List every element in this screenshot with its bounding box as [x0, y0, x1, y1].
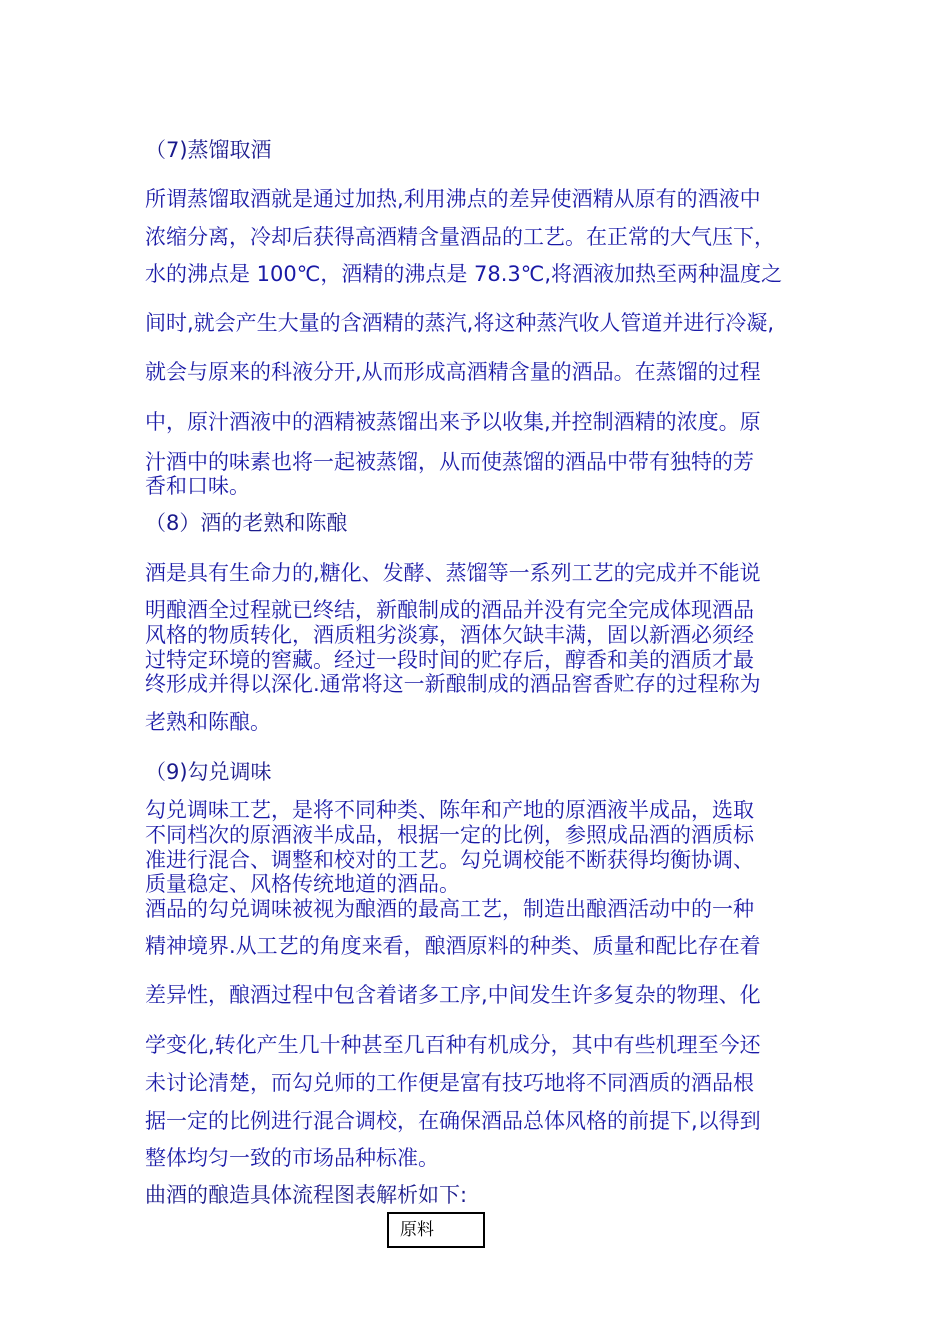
section-8-heading: （8）酒的老熟和陈酿 — [145, 511, 348, 535]
flow-intro: 曲酒的酿造具体流程图表解析如下: — [145, 1183, 468, 1207]
section-7-line: 香和口味。 — [145, 474, 250, 498]
section-9-line: 准进行混合、调整和校对的工艺。勾兑调校能不断获得均衡协调、 — [145, 848, 754, 872]
section-9-line: 未讨论清楚，而勾兑师的工作便是富有技巧地将不同酒质的酒品根 — [145, 1071, 754, 1095]
section-9-line: 酒品的勾兑调味被视为酿酒的最高工艺，制造出酿酒活动中的一种 — [145, 897, 754, 921]
section-9-line: 学变化,转化产生几十种甚至几百种有机成分，其中有些机理至今还 — [145, 1033, 761, 1057]
section-7-line: 水的沸点是 100℃，酒精的沸点是 78.3℃,将酒液加热至两种温度之 — [145, 262, 783, 286]
section-8-line: 明酿酒全过程就已终结，新酿制成的酒品并没有完全完成体现酒品 — [145, 598, 754, 622]
section-9-line: 据一定的比例进行混合调校，在确保酒品总体风格的前提下,以得到 — [145, 1109, 761, 1133]
section-7-line: 就会与原来的科液分开,从而形成高酒精含量的酒品。在蒸馏的过程 — [145, 360, 761, 384]
section-7-line: 中，原汁酒液中的酒精被蒸馏出来予以收集,并控制酒精的浓度。原 — [145, 410, 761, 434]
section-9-heading: （9)勾兑调味 — [145, 760, 272, 784]
section-7-heading: （7)蒸馏取酒 — [145, 138, 272, 162]
section-9-line: 不同档次的原酒液半成品，根据一定的比例，参照成品酒的酒质标 — [145, 823, 754, 847]
section-8-line: 过特定环境的窖藏。经过一段时间的贮存后，醇香和美的酒质才最 — [145, 648, 754, 672]
flowchart-box-raw-material: 原料 — [387, 1212, 485, 1248]
section-7-line: 间时,就会产生大量的含酒精的蒸汽,将这种蒸汽收人管道并进行冷凝, — [145, 311, 775, 335]
section-7-line: 所谓蒸馏取酒就是通过加热,利用沸点的差异使酒精从原有的酒液中 — [145, 187, 761, 211]
section-9-line: 精神境界.从工艺的角度来看，酿酒原料的种类、质量和配比存在着 — [145, 934, 761, 958]
section-9-line: 勾兑调味工艺，是将不同种类、陈年和产地的原酒液半成品，选取 — [145, 798, 754, 822]
section-9-line: 质量稳定、风格传统地道的酒品。 — [145, 872, 460, 896]
section-8-line: 终形成并得以深化.通常将这一新酿制成的酒品窖香贮存的过程称为 — [145, 672, 761, 696]
section-9-line: 差异性，酿酒过程中包含着诸多工序,中间发生许多复杂的物理、化 — [145, 983, 761, 1007]
section-7-line: 浓缩分离，冷却后获得高酒精含量酒品的工艺。在正常的大气压下， — [145, 225, 775, 249]
section-8-line: 酒是具有生命力的,糖化、发酵、蒸馏等一系列工艺的完成并不能说 — [145, 561, 761, 585]
section-9-line: 整体均匀一致的市场品种标准。 — [145, 1146, 439, 1170]
section-8-line: 老熟和陈酿。 — [145, 710, 271, 734]
section-8-line: 风格的物质转化，酒质粗劣淡寡，酒体欠缺丰满，固以新酒必须经 — [145, 623, 754, 647]
section-7-line: 汁酒中的味素也将一起被蒸馏，从而使蒸馏的酒品中带有独特的芳 — [145, 450, 754, 474]
